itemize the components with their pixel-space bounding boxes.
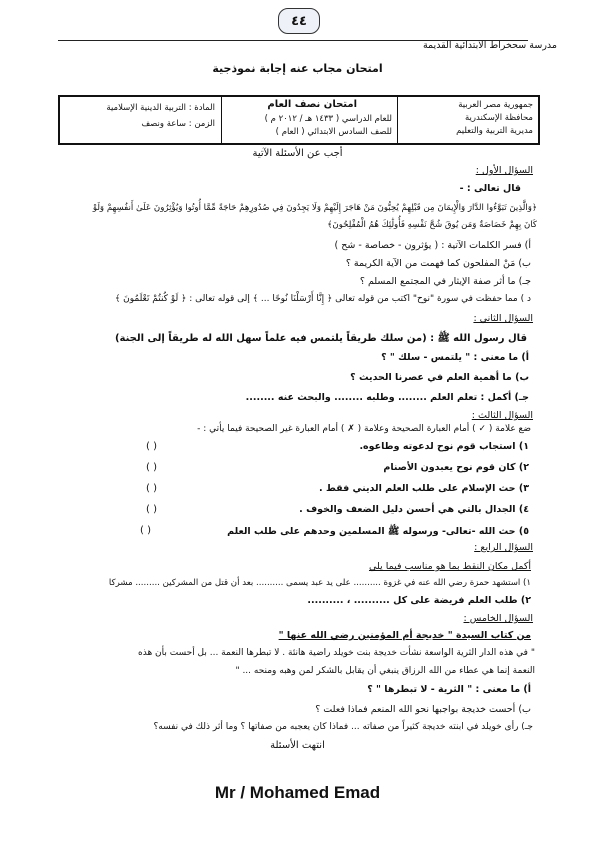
- header-exam-title: امتحان نصف العام: [267, 99, 357, 110]
- q1-d: د ) مما حفظت في سورة "نوح" اكتب من قوله تعالى ﴿ إِنَّا أَرْسَلْنَا نُوحًا ... ﴾ إلى قوله تعالى : ﴿ لَوْ كُنتُمْ تَعْلَمُونَ ﴾: [114, 294, 531, 304]
- q5-b: ب) أحست خديجة بواجبها نحو الله المنعم فماذا فعلت ؟: [315, 704, 531, 715]
- q3-item-3: ٣) حث الإسلام على طلب العلم الديني فقط .: [319, 483, 529, 494]
- header-directorate: مديرية التربية والتعليم: [456, 126, 533, 136]
- q1-intro: قال تعالى : -: [459, 183, 521, 194]
- q3-item-5: ٥) حث الله -تعالى- ورسوله ﷺ المسلمين وحدهم على طلب العلم: [227, 526, 529, 537]
- page-number: ٤٤: [291, 13, 307, 29]
- q1-verse-line1: ﴿وَالَّذِينَ تَبَوَّءُوا الدَّارَ وَالْإِيمَانَ مِن قَبْلِهِمْ يُحِبُّونَ مَنْ هَاجَرَ إِلَيْهِمْ وَلَا يَجِدُونَ فِي صُدُورِهِمْ حَاجَةً مِّمَّا أُوتُوا وَيُؤْثِرُونَ عَلَىٰ أَنفُسِهِمْ وَلَوْ: [92, 203, 537, 213]
- q3-answer-box-1[interactable]: ( ): [146, 441, 157, 452]
- q2-hadith: قال رسول الله ﷺ : (من سلك طريقاً يلتمس فيه علماً سهل الله له طريقاً إلى الجنة): [114, 333, 527, 344]
- q4-instruction: أكمل مكان النقط بما هو مناسب فيما يلي: [368, 561, 531, 572]
- author-signature: Mr / Mohamed Emad: [214, 783, 381, 802]
- instruction: أجب عن الأسئلة الآتية: [252, 148, 343, 159]
- header-time: الزمن : ساعة ونصف: [141, 119, 215, 129]
- q2-b: ب) ما أهمية العلم في عصرنا الحديث ؟: [350, 372, 529, 383]
- header-exam-year: للعام الدراسي ( ١٤٣٣ هـ / ٢٠١٢ م ): [264, 114, 392, 124]
- q1-verse-line2: كَانَ بِهِمْ خَصَاصَةٌ وَمَن يُوقَ شُحَّ نَفْسِهِ فَأُولَٰئِكَ هُمُ الْمُفْلِحُونَ﴾: [327, 220, 537, 230]
- q5-title: من كتاب السيدة " خديجة أم المؤمنين رضي الله عنها ": [278, 630, 531, 641]
- q3-heading: السؤال الثالث :: [471, 410, 533, 421]
- q4-heading: السؤال الرابع :: [474, 542, 533, 553]
- q3-item-1: ١) استجاب قوم نوح لدعوته وطاعوه.: [359, 441, 529, 452]
- q3-item-4: ٤) الجدال بالتي هي أحسن دليل الضعف والخوف .: [299, 504, 529, 515]
- exam-header-box: [58, 95, 540, 145]
- q2-heading: السؤال الثاني :: [473, 313, 533, 324]
- q2-a: أ) ما معنى : " يلتمس - سلك " ؟: [381, 352, 529, 363]
- q1-b: ب) مَنْ المفلحون كما فهمت من الآية الكريمة ؟: [345, 258, 531, 269]
- header-exam-grade: للصف السادس الابتدائي ( العام ): [275, 127, 392, 137]
- q5-passage-line2: النعمة إنما هي عطاء من الله الرزاق ينبغي أن يقابل بالشكر لمن وهبه ومنحه ... ": [235, 666, 535, 676]
- q5-heading: السؤال الخامس :: [463, 613, 533, 624]
- q3-instruction: ضع علامة ( ✓ ) أمام العبارة الصحيحة وعلامة ( ✗ ) أمام العبارة غير الصحيحة فيما يأتي : -: [197, 424, 531, 434]
- q1-c: جـ) ما أثر صفة الإيثار في المجتمع المسلم ؟: [359, 276, 531, 287]
- header-country: جمهورية مصر العربية: [458, 100, 533, 110]
- q5-a: أ) ما معنى : " الثرية - لا تبطرها " ؟: [367, 684, 531, 695]
- q4-item-1: ١) استشهد حمزة رضي الله عنه في غزوة .......... على يد عبد يسمى .......... بعد أن قتل من المشركين ......... مشركا: [108, 578, 531, 588]
- q3-item-2: ٢) كان قوم نوح يعبدون الأصنام: [383, 462, 529, 473]
- q2-c: جـ) أكمل : تعلم العلم ........ وطلبه ........ والبحث عنه ........: [245, 392, 529, 403]
- header-subject-info: [60, 97, 220, 143]
- q3-answer-box-3[interactable]: ( ): [146, 483, 157, 494]
- header-subject: المادة : التربية الدينية الإسلامية: [106, 103, 215, 113]
- q4-item-2: ٢) طلب العلم فريضة على كل .......... ، ..........: [307, 595, 531, 606]
- q1-heading: السؤال الأول :: [475, 165, 533, 176]
- q1-a: أ) فسر الكلمات الآتية : ( يؤثرون - خصاصة - شح ): [334, 240, 531, 251]
- top-divider: [58, 40, 528, 41]
- q3-answer-box-2[interactable]: ( ): [146, 462, 157, 473]
- q3-answer-box-4[interactable]: ( ): [146, 504, 157, 515]
- header-authority: [398, 97, 538, 143]
- ending-note: انتهت الأسئلة: [270, 740, 325, 751]
- exam-title: امتحان مجاب عنه إجابة نموذجية: [212, 62, 383, 75]
- q5-c: جـ) رأى خويلد في ابنته خديجة كثيراً من صفاته ... فماذا كان يعجبه من صفاتها ؟ وما أثر ذلك في نفسه؟: [153, 722, 533, 732]
- header-governorate: محافظة الإسكندرية: [464, 113, 533, 123]
- header-exam-info: [221, 97, 398, 143]
- school-name: مدرسة سحخراط الابتدائية القديمة: [422, 40, 557, 51]
- q5-passage-line1: " في هذه الدار الثرية الواسعة نشأت خديجة بنت خويلد راضية هانئة . لا تبطرها النعمة ... بل أحست بأن هذه: [138, 648, 535, 658]
- q3-answer-box-5[interactable]: ( ): [140, 525, 151, 536]
- page-number-badge: [278, 8, 320, 34]
